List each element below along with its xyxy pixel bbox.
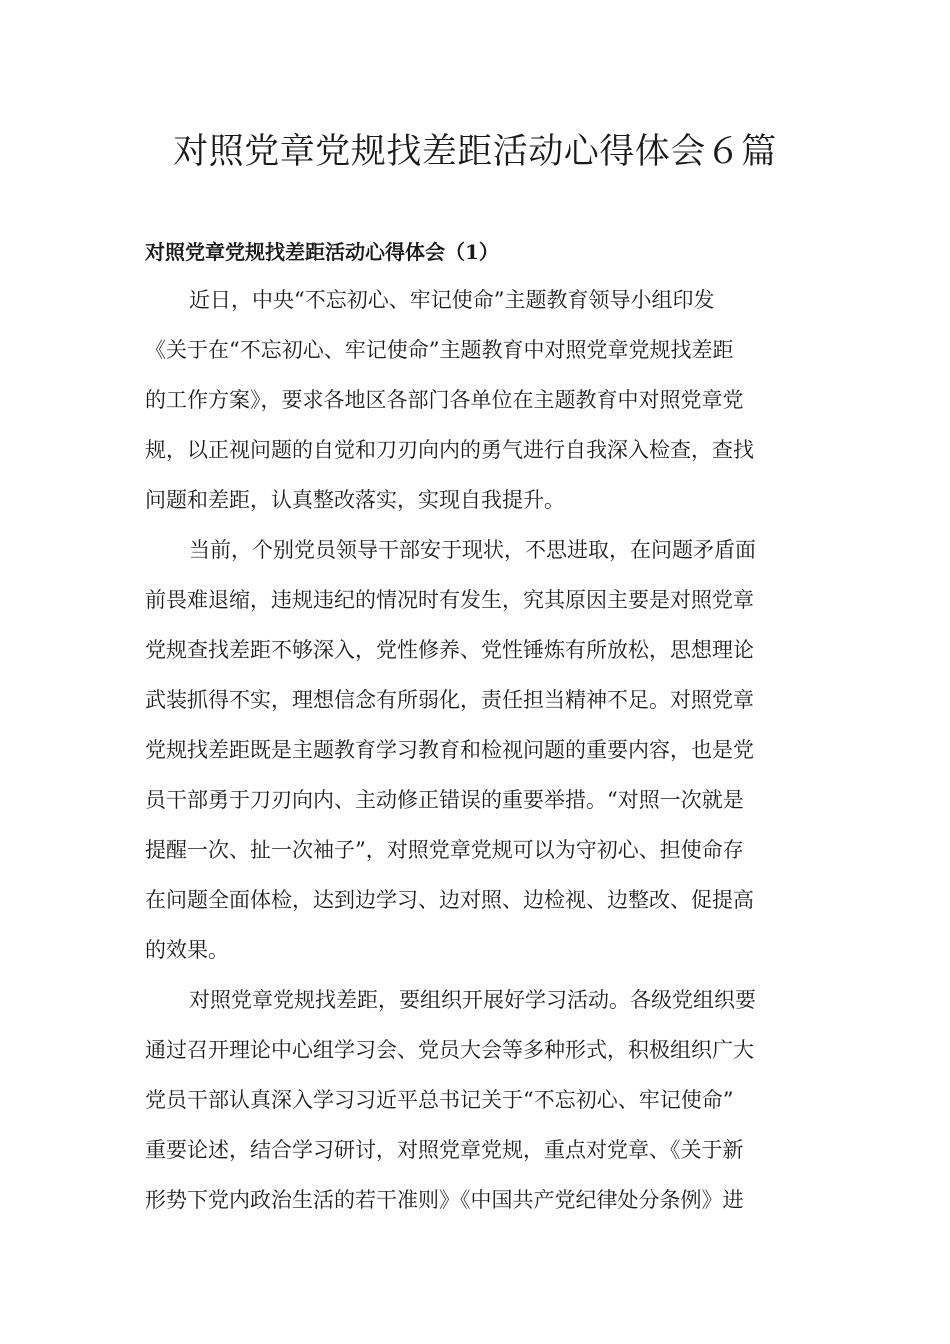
paragraph-line: 党规找差距既是主题教育学习教育和检视问题的重要内容，也是党 [145, 738, 754, 762]
paragraph-line: 问题和差距，认真整改落实，实现自我提升。 [145, 488, 565, 512]
paragraph-line: 党规查找差距不够深入，党性修养、党性锤炼有所放松，思想理论 [145, 638, 754, 662]
paragraph-line: 形势下党内政治生活的若干准则》《中国共产党纪律处分条例》进 [145, 1188, 744, 1212]
paragraph-line: 前畏难退缩，违规违纪的情况时有发生，究其原因主要是对照党章 [145, 588, 754, 612]
paragraph-line: 的工作方案》，要求各地区各部门各单位在主题教育中对照党章党 [145, 388, 744, 412]
paragraph-line: 通过召开理论中心组学习会、党员大会等多种形式，积极组织广大 [145, 1038, 754, 1062]
paragraph-line: 武装抓得不实，理想信念有所弱化，责任担当精神不足。对照党章 [145, 688, 754, 712]
paragraph-line: 《关于在“不忘初心、牢记使命”主题教育中对照党章党规找差距 [145, 338, 734, 362]
paragraph-line: 的效果。 [145, 938, 229, 962]
paragraph-line: 规，以正视问题的自觉和刀刃向内的勇气进行自我深入检查，查找 [145, 438, 754, 462]
paragraph-1 [145, 275, 805, 525]
paragraph-line: 提醒一次、扯一次袖子”，对照党章党规可以为守初心、担使命存 [145, 838, 744, 862]
paragraph-line: 在问题全面体检，达到边学习、边对照、边检视、边整改、促提高 [145, 888, 754, 912]
paragraph-line: 党员干部认真深入学习习近平总书记关于“不忘初心、牢记使命” [145, 1088, 734, 1112]
paragraph-line: 员干部勇于刀刃向内、主动修正错误的重要举措。“对照一次就是 [145, 788, 744, 812]
paragraph-line: 对照党章党规找差距，要组织开展好学习活动。各级党组织要 [189, 988, 756, 1012]
section-heading: 对照党章党规找差距活动心得体会（1） [145, 240, 499, 264]
paragraph-3 [145, 975, 805, 1225]
paragraph-line: 近日，中央“不忘初心、牢记使命”主题教育领导小组印发 [189, 288, 715, 312]
paragraph-2 [145, 525, 805, 975]
paragraph-line: 当前，个别党员领导干部安于现状，不思进取，在问题矛盾面 [189, 538, 756, 562]
paragraph-line: 重要论述，结合学习研讨，对照党章党规，重点对党章、《关于新 [145, 1138, 744, 1162]
document-title: 对照党章党规找差距活动心得体会６篇 [173, 132, 777, 172]
